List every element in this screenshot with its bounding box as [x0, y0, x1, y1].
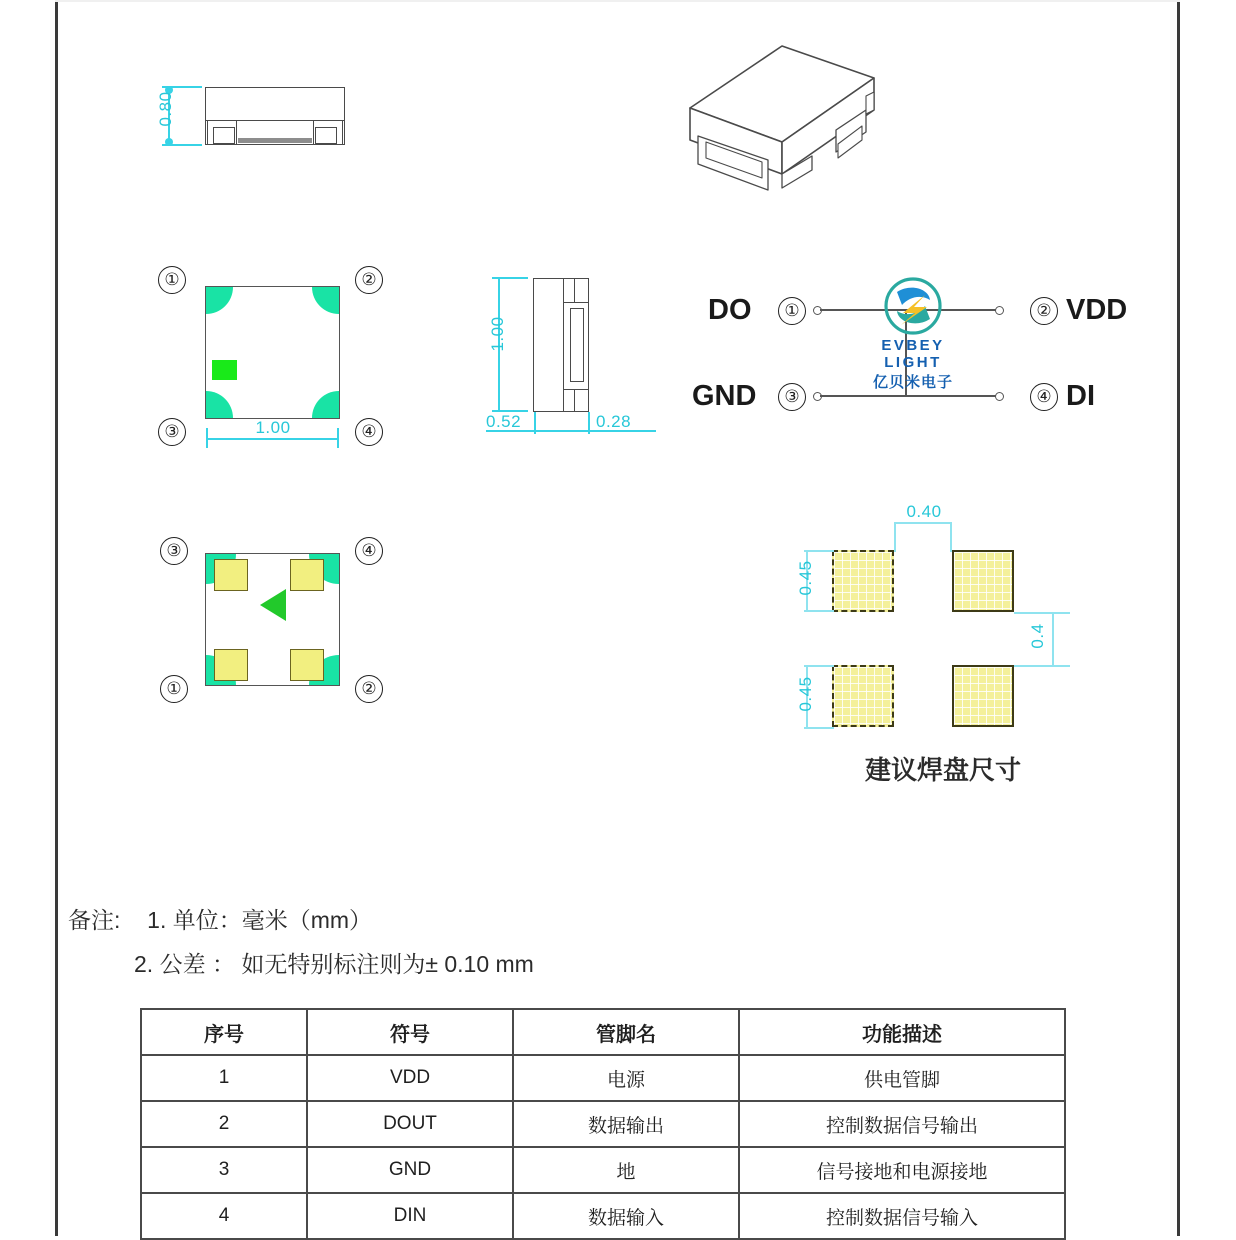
dimension-label-right: 0.28: [596, 412, 632, 431]
dimension-label-height: 0.80: [156, 91, 175, 127]
cell-symbol: DOUT: [307, 1101, 513, 1147]
dim-witness-gap-right: [950, 522, 952, 552]
pin-number-1: ①: [158, 266, 186, 294]
pin-label-do: DO: [708, 294, 752, 326]
pin-number-2: ②: [355, 675, 383, 703]
side-foot-left: [213, 127, 235, 144]
side-elevation-view: [150, 75, 380, 165]
note-1: 1. 单位：毫米（mm）: [147, 907, 373, 933]
dim-tick-tl-bot: [804, 610, 834, 612]
pin-label-vdd: VDD: [1066, 294, 1128, 326]
polarity-marker: [212, 360, 237, 380]
cell-pin-name: 数据输出: [513, 1101, 739, 1147]
dim-line-right: [1052, 612, 1054, 667]
cell-function: 控制数据信号输出: [739, 1101, 1065, 1147]
end-lead-inner: [570, 308, 584, 382]
end-elevation-view: [478, 262, 668, 462]
table-header-index: 序号: [141, 1009, 307, 1055]
dimension-label-height: 1.00: [488, 316, 507, 352]
notes-block: [68, 898, 768, 986]
isometric-view: [660, 18, 920, 208]
logo-name-en: EVBEY LIGHT: [881, 337, 945, 371]
pad-layout-caption: 建议焊盘尺寸: [864, 755, 1021, 785]
solder-pad-1: [214, 649, 248, 681]
logo-name-cn: 亿贝米电子: [872, 374, 953, 391]
cell-pin-name: 地: [513, 1147, 739, 1193]
pin-number-4: ④: [1030, 383, 1058, 411]
solder-pad-4: [290, 559, 324, 591]
table-row: [141, 1147, 1065, 1193]
dim-line-gap: [894, 522, 952, 524]
pin-number-3: ③: [160, 537, 188, 565]
land-pad-top-left: [832, 550, 894, 612]
cell-function: 控制数据信号输入: [739, 1193, 1065, 1239]
cell-symbol: GND: [307, 1147, 513, 1193]
pin-schematic-view: [690, 270, 1140, 430]
dim-witness-gap-left: [894, 522, 896, 552]
dim-label-gap: 0.40: [906, 502, 942, 521]
cell-index: 1: [141, 1055, 307, 1101]
solder-pad-3: [214, 559, 248, 591]
land-pad-top-right: [952, 550, 1014, 612]
cell-index: 3: [141, 1147, 307, 1193]
top-view: [150, 258, 410, 473]
pin-node-4: [995, 392, 1004, 401]
dimension-label-left: 0.52: [486, 412, 522, 431]
table-row: [141, 1193, 1065, 1239]
evbey-swirl-icon: [877, 275, 949, 337]
page-border-top: [55, 0, 1180, 2]
bottom-view: [150, 535, 410, 710]
dimension-line-width: [207, 438, 338, 440]
pin-number-4: ④: [355, 537, 383, 565]
cell-symbol: VDD: [307, 1055, 513, 1101]
pin-number-2: ②: [355, 266, 383, 294]
notes-label: 备注:: [68, 907, 121, 933]
side-foot-right: [315, 127, 337, 144]
pin-number-1: ①: [778, 297, 806, 325]
dim-label-pad-height-bottom: 0.45: [796, 676, 815, 712]
pin-number-3: ③: [778, 383, 806, 411]
cell-index: 4: [141, 1193, 307, 1239]
notes-line-1: [68, 898, 768, 942]
table-header-function: 功能描述: [739, 1009, 1065, 1055]
wire-bottom: [820, 395, 1002, 397]
page-border-left: [55, 0, 58, 1236]
isometric-package-drawing: [660, 18, 920, 208]
cell-function: 供电管脚: [739, 1055, 1065, 1101]
emitter-window: [238, 138, 312, 143]
pin-number-3: ③: [158, 418, 186, 446]
solder-pad-2: [290, 649, 324, 681]
note-2: 2. 公差 ： 如无特别标注则为± 0.10 mm: [134, 951, 534, 977]
pin-number-4: ④: [355, 418, 383, 446]
company-logo: [853, 275, 973, 395]
pin-number-1: ①: [160, 675, 188, 703]
dim-tick-bl-bot: [804, 727, 834, 729]
land-pad-bottom-left: [832, 665, 894, 727]
dimension-arrow-bottom: [165, 138, 173, 146]
table-row: [141, 1055, 1065, 1101]
pin-function-table: [140, 1008, 1066, 1240]
dim-label-pad-height-top: 0.45: [796, 560, 815, 596]
table-row: [141, 1101, 1065, 1147]
orientation-triangle: [260, 589, 286, 621]
table-header-row: [141, 1009, 1065, 1055]
pin-node-2: [995, 306, 1004, 315]
cell-pin-name: 数据输入: [513, 1193, 739, 1239]
dim-label-vertical-gap: 0.4: [1028, 623, 1047, 649]
page-border-right: [1177, 0, 1180, 1236]
cell-function: 信号接地和电源接地: [739, 1147, 1065, 1193]
land-pad-bottom-right: [952, 665, 1014, 727]
table-header-pin-name: 管脚名: [513, 1009, 739, 1055]
cell-pin-name: 电源: [513, 1055, 739, 1101]
pin-label-di: DI: [1066, 380, 1095, 412]
table-header-symbol: 符号: [307, 1009, 513, 1055]
cell-symbol: DIN: [307, 1193, 513, 1239]
cell-index: 2: [141, 1101, 307, 1147]
dimension-label-width: 1.00: [255, 418, 291, 437]
pin-number-2: ②: [1030, 297, 1058, 325]
pin-label-gnd: GND: [692, 380, 757, 412]
